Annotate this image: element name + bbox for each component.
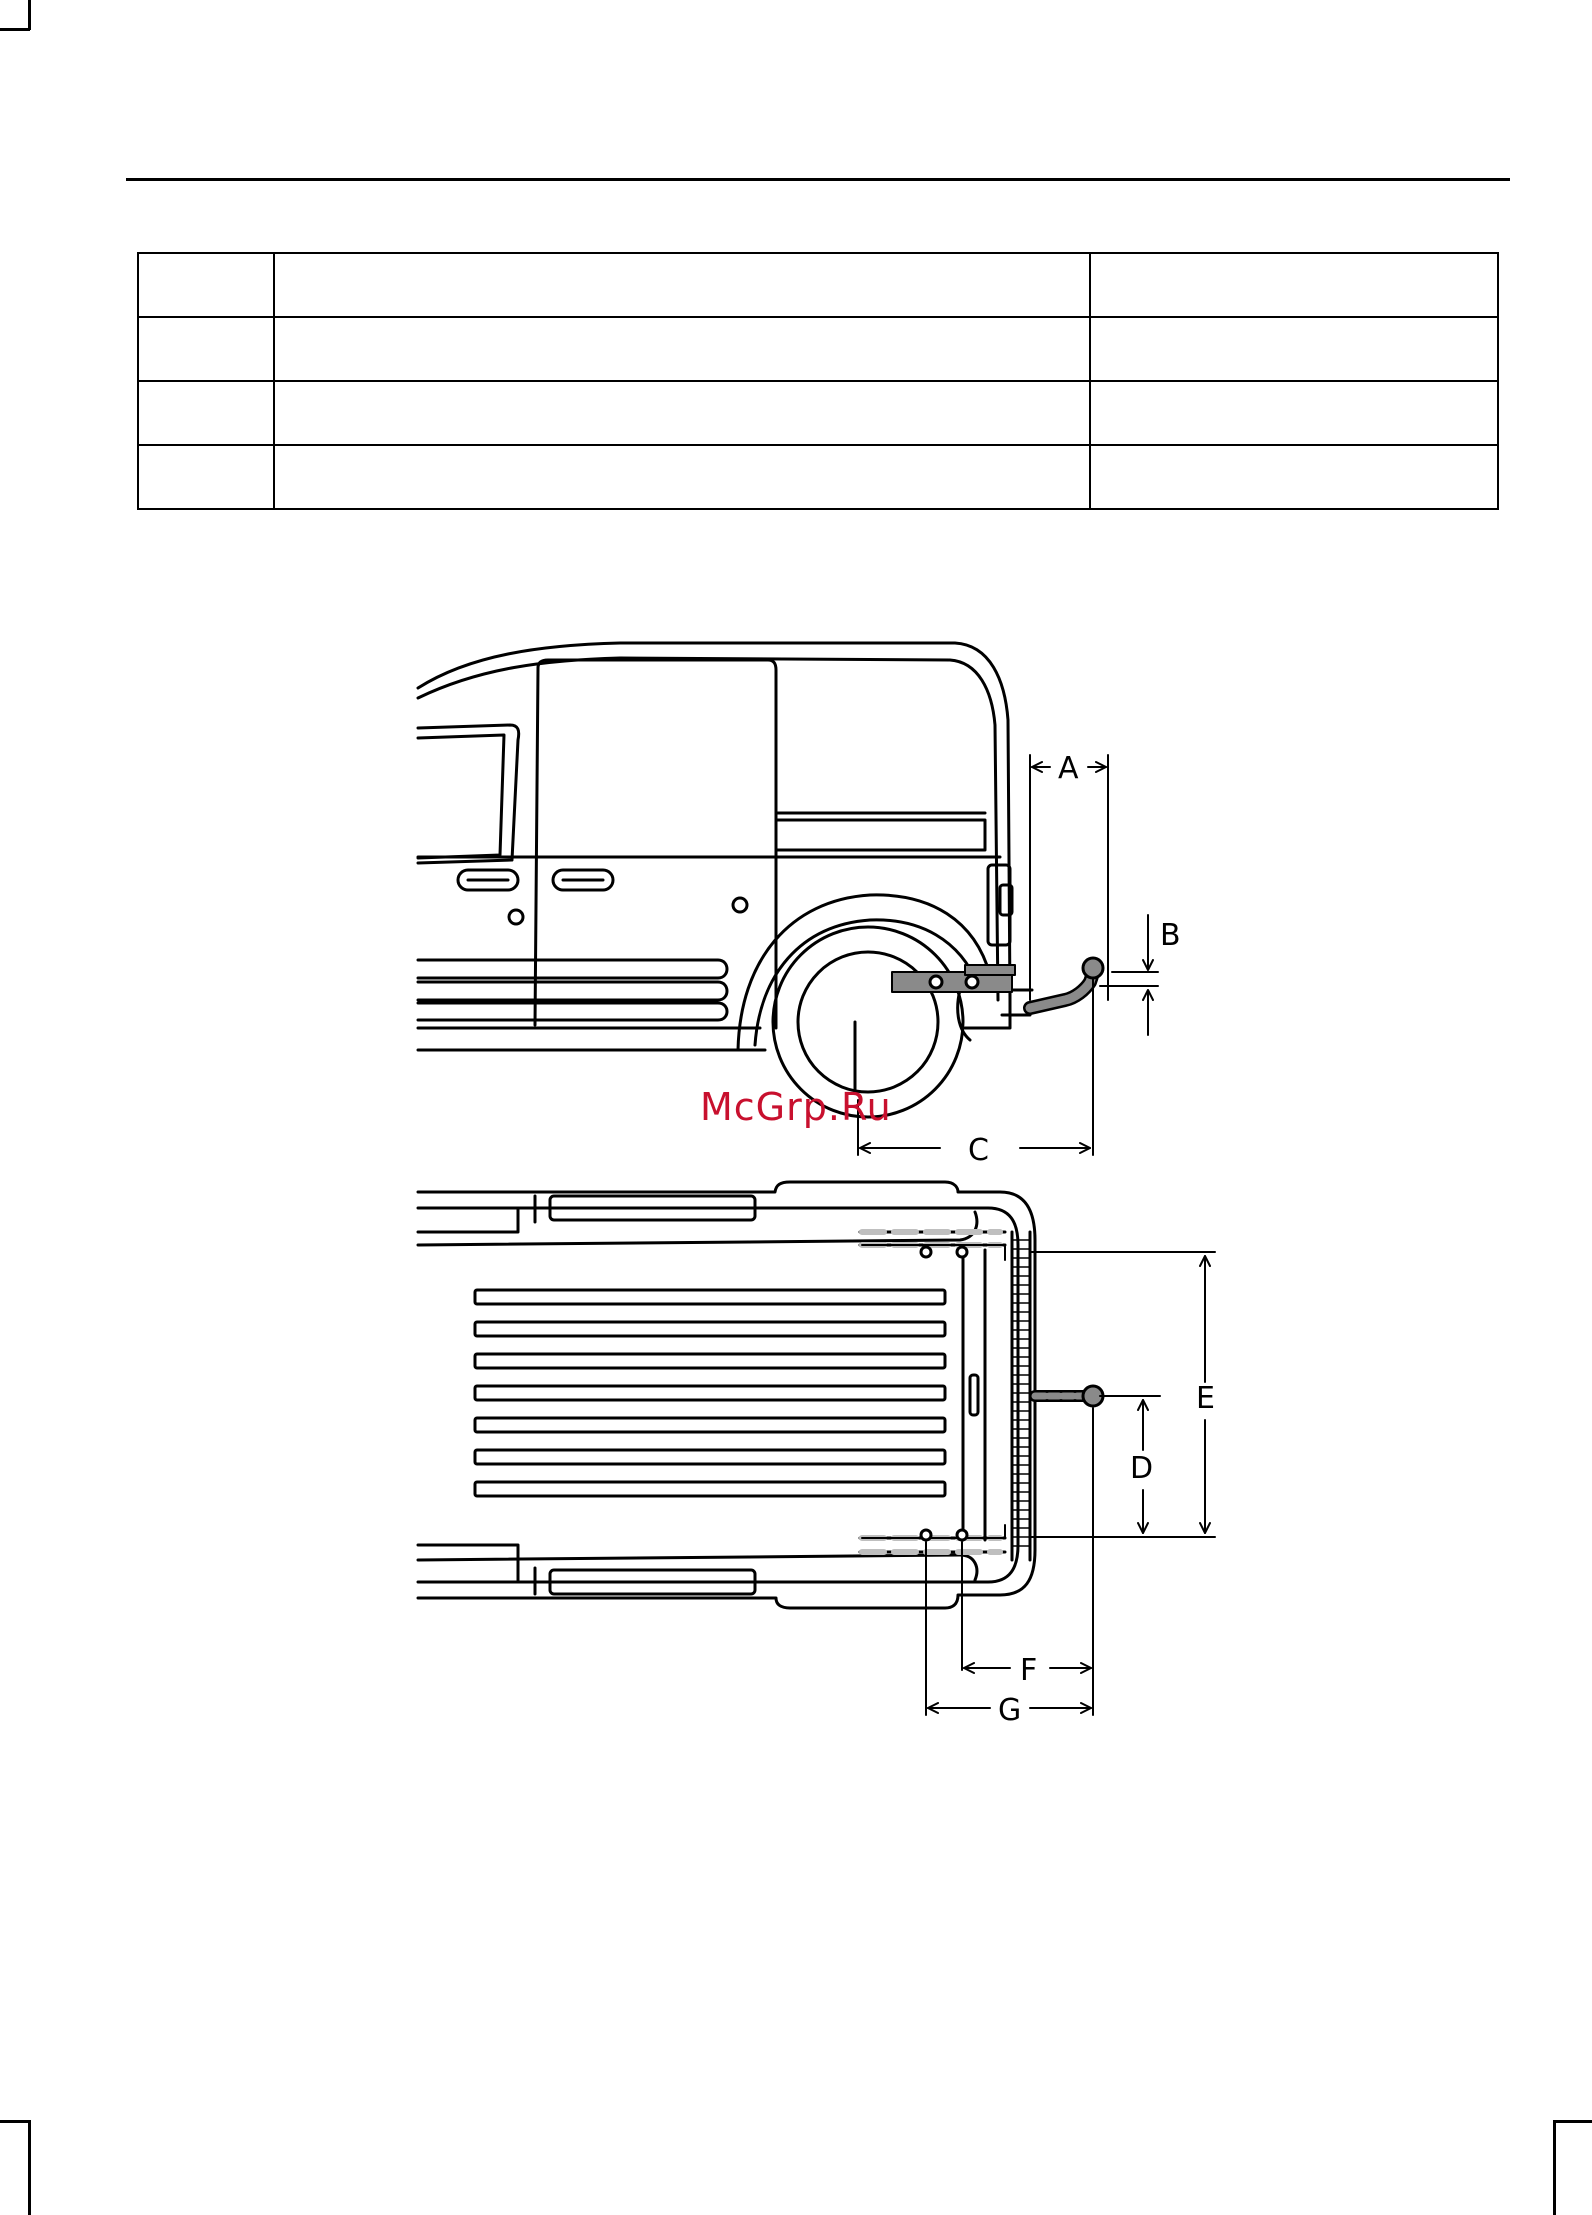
dimension-label-f: F — [1020, 1653, 1038, 1688]
watermark: McGrp.Ru — [700, 1085, 892, 1129]
dimension-label-g: G — [998, 1693, 1022, 1728]
roof-rib — [475, 1450, 945, 1464]
bumper-ribs — [1012, 1240, 1030, 1546]
top-view-dimensions — [926, 1252, 1215, 1715]
dimension-label-d: D — [1130, 1451, 1154, 1486]
roof-rib — [475, 1482, 945, 1496]
dimension-label-a: A — [1058, 751, 1079, 786]
side-view-vehicle — [418, 643, 1032, 1117]
dimension-label-b: B — [1160, 918, 1181, 953]
tow-hitch-top — [860, 1232, 1103, 1552]
roof-rib — [475, 1418, 945, 1432]
roof-rib — [475, 1322, 945, 1336]
roof-rib — [475, 1290, 945, 1304]
dimension-label-c: C — [968, 1133, 989, 1168]
roof-rib — [475, 1386, 945, 1400]
dimension-label-e: E — [1196, 1381, 1215, 1416]
roof-rib — [475, 1354, 945, 1368]
